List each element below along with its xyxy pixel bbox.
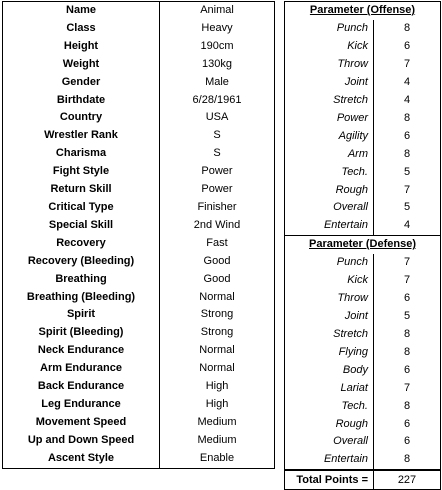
defense-parameter-table [284,235,441,470]
profile-row [3,199,275,217]
profile-row-value: Strong [160,324,275,342]
profile-row-label: Country [59,111,103,124]
defense-row-value: 6 [374,416,441,434]
profile-row [3,432,275,450]
profile-row-label: Movement Speed [35,415,127,428]
profile-row-value: Heavy [160,20,275,38]
defense-row [285,451,441,469]
profile-table [2,1,275,469]
offense-row-value: 6 [374,128,441,146]
offense-row-value: 5 [374,199,441,217]
profile-row-value: Power [160,163,275,181]
defense-row-value: 7 [374,272,441,290]
offense-row-value: 7 [374,56,441,74]
offense-row-value: 4 [374,217,441,235]
defense-row [285,326,441,344]
defense-row-label: Rough [285,416,374,434]
defense-row-value: 5 [374,308,441,326]
profile-row-label: Critical Type [48,200,114,213]
profile-row-value: 2nd Wind [160,217,275,235]
total-points-table [284,470,441,490]
profile-row-label: Special Skill [48,218,114,231]
offense-row [285,128,441,146]
defense-row-value: 8 [374,344,441,362]
offense-header: Parameter (Offense) [285,2,441,20]
defense-row-label: Joint [285,308,374,326]
offense-row-label: Entertain [285,217,374,235]
offense-row-value: 7 [374,182,441,200]
profile-row [3,414,275,432]
profile-row [3,271,275,289]
defense-row [285,380,441,398]
profile-row-value: Normal [160,360,275,378]
offense-row-value: 5 [374,164,441,182]
profile-row-value: Medium [160,432,275,450]
profile-row [3,217,275,235]
profile-row [3,396,275,414]
defense-row [285,344,441,362]
profile-row-value: S [160,145,275,163]
defense-row [285,398,441,416]
profile-row-label: Back Endurance [37,380,125,393]
defense-row [285,254,441,272]
defense-row-label: Punch [285,254,374,272]
profile-row [3,181,275,199]
profile-row [3,253,275,271]
defense-row-value: 6 [374,290,441,308]
profile-row-value: Normal [160,289,275,307]
profile-row-value: Enable [160,450,275,468]
offense-row-label: Joint [285,74,374,92]
profile-row [3,324,275,342]
offense-row-label: Power [285,110,374,128]
profile-row-label: Neck Endurance [37,344,125,357]
profile-row-label: Recovery (Bleeding) [27,254,135,267]
offense-row [285,182,441,200]
profile-row-label: Height [63,39,99,52]
total-points-value: 227 [374,471,441,490]
offense-row-label: Arm [285,146,374,164]
offense-row-label: Agility [285,128,374,146]
offense-row-value: 8 [374,146,441,164]
profile-row-value: High [160,396,275,414]
profile-row-value: S [160,127,275,145]
profile-row-value: Strong [160,306,275,324]
offense-row-value: 8 [374,20,441,38]
defense-row-value: 8 [374,326,441,344]
defense-row [285,308,441,326]
offense-row [285,74,441,92]
profile-row-label: Return Skill [50,183,112,196]
profile-row [3,378,275,396]
profile-row [3,289,275,307]
profile-row-label: Recovery [56,236,106,249]
profile-row-label: Ascent Style [47,451,115,464]
profile-row-label: Spirit [66,308,96,321]
offense-parameter-table [284,1,441,236]
profile-row [3,109,275,127]
defense-row [285,272,441,290]
profile-row-label: Class [66,21,96,34]
profile-row-value: 190cm [160,38,275,56]
offense-row [285,20,441,38]
profile-row [3,235,275,253]
offense-row [285,56,441,74]
offense-row [285,199,441,217]
profile-row-value: USA [160,109,275,127]
profile-row [3,145,275,163]
profile-row-label: Gender [61,75,101,88]
offense-row-label: Kick [285,38,374,56]
profile-row-value: High [160,378,275,396]
profile-row-value: Male [160,74,275,92]
profile-row [3,306,275,324]
profile-row-label: Leg Endurance [41,397,121,410]
defense-row-label: Lariat [285,380,374,398]
defense-row-value: 6 [374,433,441,451]
profile-row [3,163,275,181]
offense-row-label: Overall [285,199,374,217]
profile-row-value: 130kg [160,56,275,74]
defense-row-label: Overall [285,433,374,451]
defense-row-label: Kick [285,272,374,290]
offense-row-value: 4 [374,74,441,92]
offense-row-label: Throw [285,56,374,74]
profile-row-value: 6/28/1961 [160,92,275,110]
defense-row-label: Throw [285,290,374,308]
profile-row-label: Breathing (Bleeding) [26,290,136,303]
defense-row-label: Tech. [285,398,374,416]
profile-row [3,450,275,468]
defense-row [285,290,441,308]
defense-row [285,362,441,380]
profile-row [3,74,275,92]
profile-row-label: Birthdate [56,93,106,106]
profile-row-label: Charisma [55,147,107,160]
defense-row-label: Flying [285,344,374,362]
offense-row-value: 6 [374,38,441,56]
defense-header: Parameter (Defense) [285,236,441,254]
defense-row-label: Body [285,362,374,380]
profile-row [3,38,275,56]
offense-row-value: 8 [374,110,441,128]
offense-row [285,146,441,164]
profile-row-label: Wrestler Rank [44,129,118,142]
offense-row [285,110,441,128]
offense-row [285,164,441,182]
total-points-label: Total Points = [296,474,368,486]
profile-row [3,56,275,74]
offense-row [285,38,441,56]
profile-row-value: Good [160,271,275,289]
profile-row-label: Weight [62,57,100,70]
profile-row-value: Normal [160,342,275,360]
profile-row [3,92,275,110]
profile-row-label: Spirit (Bleeding) [38,326,124,339]
defense-row-value: 8 [374,451,441,469]
offense-row-label: Tech. [285,164,374,182]
defense-row-value: 6 [374,362,441,380]
offense-row [285,92,441,110]
profile-row [3,127,275,145]
profile-row-label: Fight Style [52,165,110,178]
offense-row [285,217,441,235]
defense-row [285,416,441,434]
profile-row-label: Breathing [55,272,107,285]
profile-row-label: Name [66,4,96,16]
profile-row-value: Good [160,253,275,271]
profile-row [3,2,275,20]
defense-row-label: Stretch [285,326,374,344]
offense-row-label: Rough [285,182,374,200]
profile-row-label: Arm Endurance [40,362,122,375]
profile-row-value: Medium [160,414,275,432]
profile-row [3,342,275,360]
profile-row-value: Fast [160,235,275,253]
defense-row-value: 7 [374,254,441,272]
profile-row-label: Up and Down Speed [27,433,135,446]
profile-row [3,20,275,38]
profile-row-value: Power [160,181,275,199]
offense-row-label: Punch [285,20,374,38]
profile-row-value: Finisher [160,199,275,217]
defense-row-value: 7 [374,380,441,398]
profile-row-value: Animal [160,2,275,20]
offense-row-label: Stretch [285,92,374,110]
defense-row-label: Entertain [285,451,374,469]
defense-row [285,433,441,451]
defense-row-value: 8 [374,398,441,416]
offense-row-value: 4 [374,92,441,110]
profile-row [3,360,275,378]
